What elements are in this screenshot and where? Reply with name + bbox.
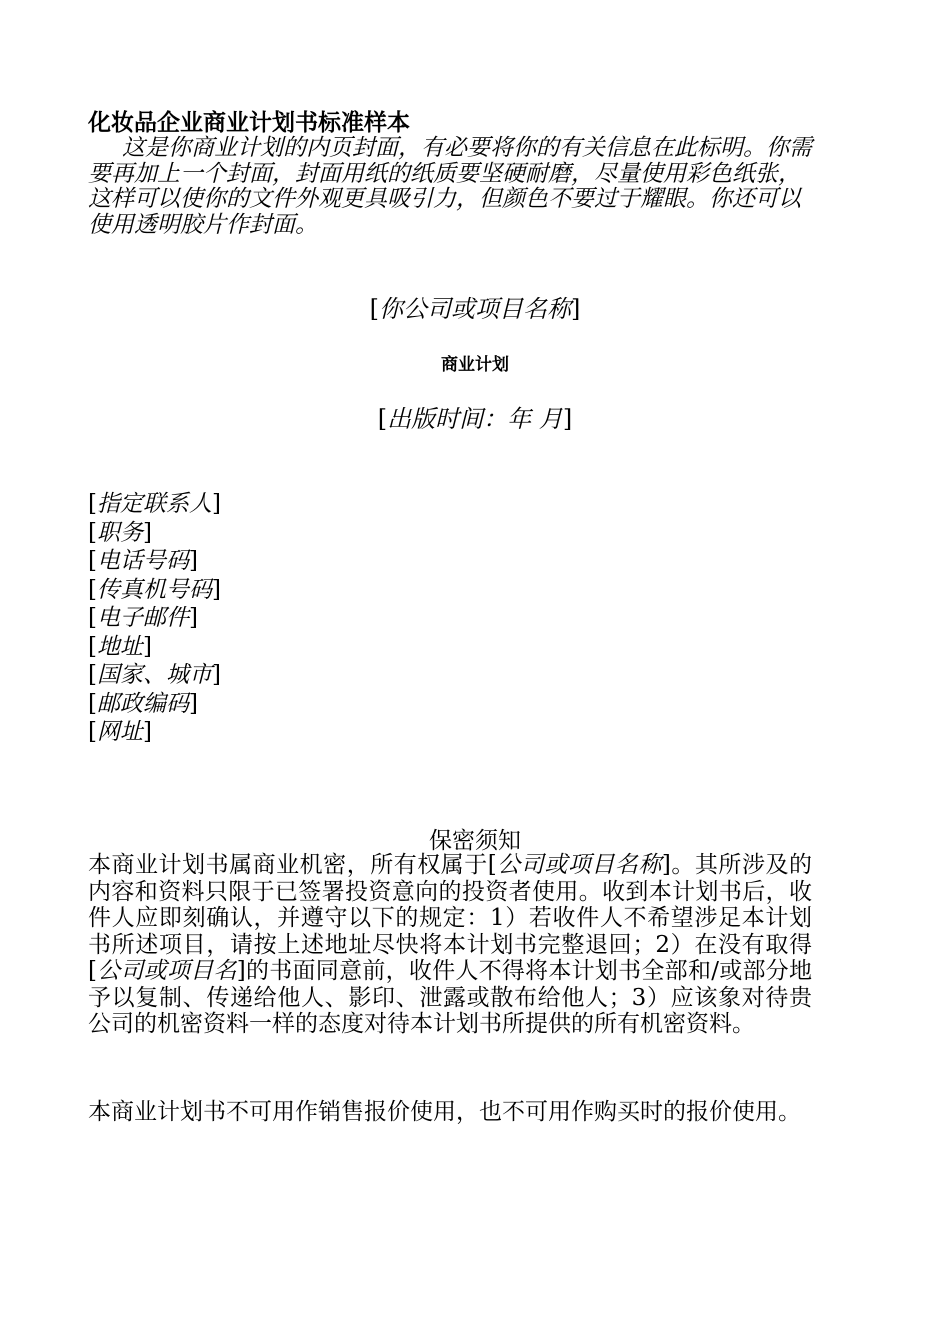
contact-field-country-city: [国家、城市] <box>88 662 221 688</box>
contact-field-position: [职务] <box>88 519 152 546</box>
confidentiality-title: 保密须知 <box>429 828 521 854</box>
company-name-inline: 公司或项目名 <box>96 958 237 984</box>
company-name-placeholder: [你公司或项目名称] <box>369 295 581 323</box>
document-title: 化妆品企业商业计划书标准样本 <box>88 109 410 136</box>
contact-field-phone: [电话号码] <box>88 548 198 574</box>
company-name: 你公司或项目名称 <box>379 295 571 323</box>
confidentiality-paragraph: 本商业计划书属商业机密，所有权属于[公司或项目名称]。其所涉及的内容和资料只限于已签署投资意向的投资者使用。收到本计划书后，收件人应即刻确认，并遵守以下的规定：1）若收件人不希望涉足本计划书所述项目，请按上述地址尽快将本计划书完整退回；2）在没有取得[公司或项目名]的书面同意前，收件人不得将本计划书全部和/或部分地予以复制、传递给他人、影印、泄露或散布给他人；3）应该象对待贵公司的机密资料一样的态度对待本计划书所提供的所有机密资料。 <box>88 852 812 1037</box>
contact-field-email: [电子邮件] <box>88 605 198 631</box>
contact-field-person: [指定联系人] <box>88 491 221 517</box>
cover-instructions: 这是你商业计划的内页封面，有必要将你的有关信息在此标明。你需要再加上一个封面，封面用纸的纸质要坚硬耐磨，尽量使用彩色纸张，这样可以使你的文件外观更具吸引力，但颜色不要过于耀眼。你还可以使用透明胶片作封面。 <box>88 135 812 238</box>
company-name-inline: 公司或项目名称 <box>496 852 662 878</box>
contact-field-postcode: [邮政编码] <box>88 690 198 717</box>
contact-info-list <box>88 490 221 747</box>
pricing-disclaimer-paragraph: 本商业计划书不可用作销售报价使用，也不可用作购买时的报价使用。 <box>88 1099 801 1125</box>
contact-field-fax: [传真机号码] <box>88 576 221 603</box>
publish-date-placeholder: [出版时间：年 月] <box>377 405 573 433</box>
contact-field-address: [地址] <box>88 633 152 660</box>
publish-date: 出版时间：年 月 <box>387 405 563 433</box>
contact-field-website: [网址] <box>88 719 152 745</box>
business-plan-label: 商业计划 <box>441 355 509 375</box>
